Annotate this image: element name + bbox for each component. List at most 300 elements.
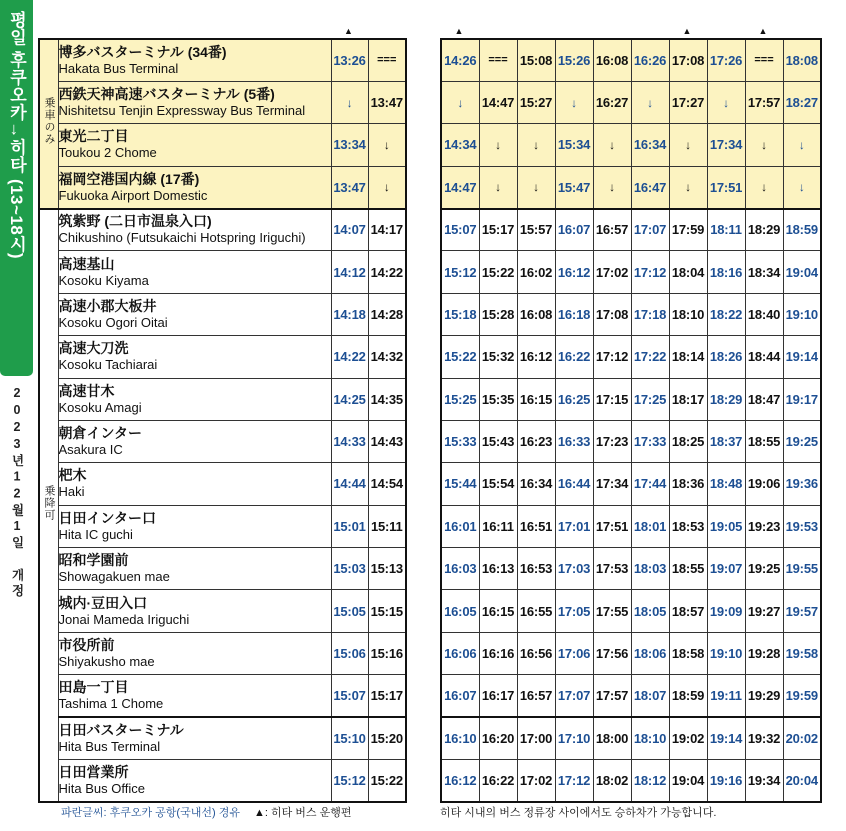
departure-time-cell: 18:08 (783, 39, 821, 81)
departure-time-cell: 16:16 (479, 632, 517, 674)
stop-name-en: Hita Bus Office (58, 780, 145, 796)
departure-time-cell: 16:08 (517, 293, 555, 335)
timetable-row (441, 717, 821, 759)
pass-through-arrow-icon: ↓ (479, 124, 517, 166)
departure-time-cell: 16:17 (479, 675, 517, 717)
departure-time-cell: 14:54 (368, 463, 406, 505)
timetable-right-panel (440, 38, 822, 803)
timetable-row (39, 39, 406, 81)
stop-name-en: Hakata Bus Terminal (58, 60, 179, 76)
departure-time-cell: 16:20 (479, 717, 517, 759)
departure-time-cell: 16:12 (517, 336, 555, 378)
departure-time-cell: 16:57 (593, 209, 631, 251)
timetable-row (39, 675, 406, 717)
departure-time-cell: 15:07 (441, 209, 479, 251)
departure-time-cell: 18:44 (745, 336, 783, 378)
departure-time-cell: 18:27 (783, 81, 821, 123)
departure-time-cell: 15:16 (368, 632, 406, 674)
departure-time-cell: 16:18 (555, 293, 593, 335)
timetable-row (39, 378, 406, 420)
departure-time-cell: 17:06 (555, 632, 593, 674)
departure-time-cell: 17:34 (707, 124, 745, 166)
pass-through-arrow-icon: ↓ (441, 81, 479, 123)
legend-footnote (61, 806, 351, 820)
timetable-row (39, 590, 406, 632)
departure-time-cell: 17:03 (555, 548, 593, 590)
departure-time-cell: 18:01 (631, 505, 669, 547)
departure-time-cell: 13:47 (331, 166, 368, 208)
departure-time-cell: 19:16 (707, 759, 745, 802)
boarding-footnote: 히타 시내의 버스 정류장 사이에서도 승하차가 가능합니다. (440, 807, 717, 819)
timetable-row (441, 251, 821, 293)
boarding-group-label: 乗降可 (43, 484, 55, 521)
departure-time-cell: 16:53 (517, 548, 555, 590)
timetable-row (39, 81, 406, 123)
pass-through-arrow-icon: ↓ (745, 166, 783, 208)
stop-name-cell (58, 632, 331, 674)
departure-time-cell: 17:51 (593, 505, 631, 547)
departure-time-cell: 16:34 (517, 463, 555, 505)
stop-name-en: Haki (58, 484, 85, 500)
stop-name-en: Jonai Mameda Iriguchi (58, 611, 190, 627)
departure-time-cell: 18:53 (669, 505, 707, 547)
stop-name-ja: 日田バスターミナル (58, 721, 184, 738)
departure-time-cell: 16:56 (517, 632, 555, 674)
departure-time-cell: 18:37 (707, 420, 745, 462)
departure-time-cell: 17:01 (555, 505, 593, 547)
timetable-row (441, 675, 821, 717)
departure-time-cell: 18:47 (745, 378, 783, 420)
departure-time-cell: 19:29 (745, 675, 783, 717)
departure-time-cell: 17:12 (631, 251, 669, 293)
stop-name-cell (58, 378, 331, 420)
stop-name-en: Kosoku Tachiarai (58, 357, 158, 373)
departure-time-cell: 14:17 (368, 209, 406, 251)
departure-time-cell: 18:06 (631, 632, 669, 674)
departure-time-cell: 18:14 (669, 336, 707, 378)
departure-time-cell: 18:29 (707, 378, 745, 420)
stop-name-ja: 城内·豆田入口 (58, 594, 148, 611)
departure-time-cell: 18:26 (707, 336, 745, 378)
departure-time-cell: 18:48 (707, 463, 745, 505)
departure-time-cell: 18:12 (631, 759, 669, 802)
departure-time-cell: 19:10 (707, 632, 745, 674)
departure-time-cell: 18:05 (631, 590, 669, 632)
departure-time-cell: 16:27 (593, 81, 631, 123)
stop-name-cell (58, 675, 331, 717)
service-marker-slot (630, 25, 668, 37)
departure-time-cell: 17:57 (593, 675, 631, 717)
departure-time-cell: 19:58 (783, 632, 821, 674)
timetable-left-panel (38, 38, 407, 803)
departure-time-cell: 15:15 (368, 590, 406, 632)
departure-time-cell: 16:15 (479, 590, 517, 632)
departure-time-cell: 17:00 (517, 717, 555, 759)
departure-time-cell: 19:57 (783, 590, 821, 632)
departure-time-cell: 18:03 (631, 548, 669, 590)
departure-time-cell: 15:34 (555, 124, 593, 166)
pass-through-arrow-icon: ↓ (669, 166, 707, 208)
stop-name-cell (58, 166, 331, 208)
departure-time-cell: 17:12 (593, 336, 631, 378)
departure-time-cell: 17:08 (669, 39, 707, 81)
departure-time-cell: 17:55 (593, 590, 631, 632)
departure-time-cell: 13:26 (331, 39, 368, 81)
timetable-row (441, 293, 821, 335)
service-marker-slot (706, 25, 744, 37)
pass-through-arrow-icon: ↓ (745, 124, 783, 166)
timetable-row (441, 759, 821, 802)
stop-name-cell (58, 463, 331, 505)
departure-time-cell: 16:25 (555, 378, 593, 420)
pass-through-arrow-icon: ↓ (368, 166, 406, 208)
departure-time-cell: 18:04 (669, 251, 707, 293)
route-title: 평일 후쿠오카→히타 (13~18시) (7, 11, 26, 260)
departure-time-cell: 16:03 (441, 548, 479, 590)
departure-time-cell: 15:54 (479, 463, 517, 505)
stop-name-ja: 高速小郡大板井 (58, 297, 157, 314)
stop-name-cell (58, 717, 331, 759)
departure-time-cell: 16:12 (555, 251, 593, 293)
departure-time-cell: 15:08 (517, 39, 555, 81)
departure-time-cell: 17:07 (631, 209, 669, 251)
departure-time-cell: 14:34 (441, 124, 479, 166)
departure-time-cell: 19:02 (669, 717, 707, 759)
timetable-row (441, 632, 821, 674)
timetable-row (441, 548, 821, 590)
departure-time-cell: 17:27 (669, 81, 707, 123)
pass-through-arrow-icon: ↓ (479, 166, 517, 208)
departure-time-cell: 15:33 (441, 420, 479, 462)
departure-time-cell: 15:57 (517, 209, 555, 251)
stop-name-en: Kosoku Kiyama (58, 272, 149, 288)
pass-through-arrow-icon: ↓ (783, 166, 821, 208)
stop-name-cell (58, 336, 331, 378)
departure-time-cell: 19:55 (783, 548, 821, 590)
departure-time-cell: 16:07 (441, 675, 479, 717)
timetable-row (441, 420, 821, 462)
departure-time-cell: 14:07 (331, 209, 368, 251)
departure-time-cell: 16:06 (441, 632, 479, 674)
stop-name-ja: 高速基山 (58, 255, 115, 272)
departure-time-cell: 14:18 (331, 293, 368, 335)
departure-time-cell: 16:44 (555, 463, 593, 505)
departure-time-cell: 17:59 (669, 209, 707, 251)
departure-time-cell: 18:17 (669, 378, 707, 420)
departure-time-cell: 16:55 (517, 590, 555, 632)
departure-time-cell: 18:40 (745, 293, 783, 335)
departure-time-cell: 19:36 (783, 463, 821, 505)
no-service-mark: === (745, 39, 783, 81)
departure-time-cell: 15:06 (331, 632, 368, 674)
stop-name-en: Asakura IC (58, 442, 123, 458)
departure-time-cell: 13:47 (368, 81, 406, 123)
stop-name-en: Tashima 1 Chome (58, 696, 164, 712)
departure-time-cell: 18:22 (707, 293, 745, 335)
departure-time-cell: 16:12 (441, 759, 479, 802)
departure-time-cell: 18:58 (669, 632, 707, 674)
departure-time-cell: 16:08 (593, 39, 631, 81)
departure-time-cell: 19:25 (745, 548, 783, 590)
departure-time-cell: 16:07 (555, 209, 593, 251)
stop-name-ja: 東光二丁目 (58, 128, 129, 145)
timetable-row (39, 293, 406, 335)
departure-time-cell: 15:12 (441, 251, 479, 293)
departure-time-cell: 19:10 (783, 293, 821, 335)
timetable-row (441, 166, 821, 208)
departure-time-cell: 18:25 (669, 420, 707, 462)
departure-time-cell: 17:33 (631, 420, 669, 462)
departure-time-cell: 19:32 (745, 717, 783, 759)
departure-time-cell: 15:22 (441, 336, 479, 378)
departure-time-cell: 15:07 (331, 675, 368, 717)
timetable-row (39, 548, 406, 590)
departure-time-cell: 16:26 (631, 39, 669, 81)
departure-time-cell: 16:05 (441, 590, 479, 632)
stop-name-ja: 筑紫野 (二日市温泉入口) (58, 213, 212, 230)
stop-name-cell (58, 420, 331, 462)
timetable-row (441, 463, 821, 505)
departure-time-cell: 15:32 (479, 336, 517, 378)
stop-name-ja: 日田営業所 (58, 763, 129, 780)
pass-through-arrow-icon: ↓ (517, 124, 555, 166)
departure-time-cell: 17:34 (593, 463, 631, 505)
departure-time-cell: 20:04 (783, 759, 821, 802)
stop-name-en: Chikushino (Futsukaichi Hotspring Iriguchi) (58, 230, 306, 246)
departure-time-cell: 16:22 (479, 759, 517, 802)
departure-time-cell: 18:11 (707, 209, 745, 251)
departure-time-cell: 17:15 (593, 378, 631, 420)
departure-time-cell: 19:06 (745, 463, 783, 505)
service-marker-slot (592, 25, 630, 37)
hita-bus-marker-icon: ▲ (682, 26, 692, 36)
departure-time-cell: 18:00 (593, 717, 631, 759)
stop-name-en: Nishitetsu Tenjin Expressway Bus Terminal (58, 103, 306, 119)
hita-bus-marker-icon: ▲ (454, 26, 464, 36)
timetable-row (441, 336, 821, 378)
stop-name-en: Kosoku Amagi (58, 399, 142, 415)
stop-name-cell (58, 209, 331, 251)
timetable-row (39, 463, 406, 505)
departure-time-cell: 18:55 (669, 548, 707, 590)
departure-time-cell: 15:17 (368, 675, 406, 717)
stop-name-cell (58, 505, 331, 547)
stop-name-en: Hita IC guchi (58, 526, 133, 542)
departure-time-cell: 19:27 (745, 590, 783, 632)
departure-time-cell: 18:57 (669, 590, 707, 632)
pass-through-arrow-icon: ↓ (631, 81, 669, 123)
timetable-row (441, 505, 821, 547)
hita-bus-marker-icon: ▲ (758, 26, 768, 36)
departure-time-cell: 15:12 (331, 759, 368, 802)
departure-time-cell: 17:57 (745, 81, 783, 123)
departure-time-cell: 17:05 (555, 590, 593, 632)
departure-time-cell: 17:18 (631, 293, 669, 335)
stop-name-cell (58, 124, 331, 166)
timetable-row (441, 209, 821, 251)
stop-name-ja: 博多バスターミナル (34番) (58, 43, 227, 60)
departure-time-cell: 14:33 (331, 420, 368, 462)
pass-through-arrow-icon: ↓ (783, 124, 821, 166)
stop-name-en: Showagakuen mae (58, 569, 170, 585)
timetable-row (39, 505, 406, 547)
departure-time-cell: 15:18 (441, 293, 479, 335)
departure-time-cell: 13:34 (331, 124, 368, 166)
departure-time-cell: 14:47 (441, 166, 479, 208)
no-service-mark: === (368, 39, 406, 81)
stop-name-cell (58, 548, 331, 590)
stop-name-ja: 高速甘木 (58, 382, 115, 399)
timetable-row (441, 124, 821, 166)
timetable-row (39, 759, 406, 802)
departure-time-cell: 19:05 (707, 505, 745, 547)
departure-time-cell: 15:25 (441, 378, 479, 420)
timetable-row (39, 632, 406, 674)
departure-time-cell: 14:32 (368, 336, 406, 378)
departure-time-cell: 17:12 (555, 759, 593, 802)
departure-time-cell: 15:43 (479, 420, 517, 462)
stop-name-ja: 日田インター口 (58, 509, 156, 526)
stop-name-cell (58, 39, 331, 81)
departure-time-cell: 15:10 (331, 717, 368, 759)
departure-time-cell: 17:23 (593, 420, 631, 462)
departure-time-cell: 17:53 (593, 548, 631, 590)
departure-time-cell: 19:59 (783, 675, 821, 717)
departure-time-cell: 19:28 (745, 632, 783, 674)
stop-name-en: Fukuoka Airport Domestic (58, 187, 208, 203)
departure-time-cell: 18:59 (783, 209, 821, 251)
departure-time-cell: 16:10 (441, 717, 479, 759)
service-marker-slot (782, 25, 820, 37)
departure-time-cell: 17:25 (631, 378, 669, 420)
departure-time-cell: 19:17 (783, 378, 821, 420)
departure-time-cell: 14:43 (368, 420, 406, 462)
departure-time-cell: 19:09 (707, 590, 745, 632)
service-marker-slot (554, 25, 592, 37)
departure-time-cell: 15:05 (331, 590, 368, 632)
departure-time-cell: 14:22 (368, 251, 406, 293)
stop-name-ja: 昭和学園前 (58, 552, 129, 569)
departure-time-cell: 16:57 (517, 675, 555, 717)
pass-through-arrow-icon: ↓ (517, 166, 555, 208)
departure-time-cell: 19:04 (669, 759, 707, 802)
departure-time-cell: 15:17 (479, 209, 517, 251)
departure-time-cell: 17:08 (593, 293, 631, 335)
departure-time-cell: 15:11 (368, 505, 406, 547)
departure-time-cell: 17:26 (707, 39, 745, 81)
departure-time-cell: 14:25 (331, 378, 368, 420)
timetable-row (441, 39, 821, 81)
departure-time-cell: 19:11 (707, 675, 745, 717)
no-service-mark: === (479, 39, 517, 81)
timetable-row (39, 166, 406, 208)
departure-time-cell: 18:55 (745, 420, 783, 462)
departure-time-cell: 16:47 (631, 166, 669, 208)
departure-time-cell: 17:44 (631, 463, 669, 505)
departure-time-cell: 17:51 (707, 166, 745, 208)
stop-name-cell (58, 81, 331, 123)
service-marker-row-left (330, 25, 405, 37)
departure-time-cell: 15:26 (555, 39, 593, 81)
stop-name-cell (58, 590, 331, 632)
departure-time-cell: 17:02 (593, 251, 631, 293)
departure-time-cell: 15:22 (479, 251, 517, 293)
timetable-right-body (441, 39, 821, 802)
departure-time-cell: 16:15 (517, 378, 555, 420)
departure-time-cell: 18:34 (745, 251, 783, 293)
departure-time-cell: 15:28 (479, 293, 517, 335)
departure-time-cell: 15:47 (555, 166, 593, 208)
timetable-row (441, 590, 821, 632)
stop-name-en: Hita Bus Terminal (58, 738, 161, 754)
departure-time-cell: 14:35 (368, 378, 406, 420)
hita-bus-marker-icon: ▲ (344, 26, 353, 36)
departure-time-cell: 18:07 (631, 675, 669, 717)
departure-time-cell: 18:36 (669, 463, 707, 505)
departure-time-cell: 15:22 (368, 759, 406, 802)
departure-time-cell: 18:29 (745, 209, 783, 251)
departure-time-cell: 20:02 (783, 717, 821, 759)
pass-through-arrow-icon: ↓ (368, 124, 406, 166)
departure-time-cell: 19:14 (707, 717, 745, 759)
departure-time-cell: 19:23 (745, 505, 783, 547)
stop-name-ja: 杷木 (58, 467, 87, 484)
blue-text-note: 파란글씨: 후쿠오카 공항(국내선) 경유 (61, 807, 240, 819)
pass-through-arrow-icon: ↓ (331, 81, 368, 123)
pass-through-arrow-icon: ↓ (593, 124, 631, 166)
timetable-row (441, 81, 821, 123)
departure-time-cell: 16:34 (631, 124, 669, 166)
departure-time-cell: 18:10 (669, 293, 707, 335)
stop-name-ja: 福岡空港国内線 (17番) (58, 170, 200, 187)
stop-name-cell (58, 759, 331, 802)
stop-name-en: Shiyakusho mae (58, 653, 155, 669)
departure-time-cell: 14:28 (368, 293, 406, 335)
departure-time-cell: 14:22 (331, 336, 368, 378)
timetable-row (39, 124, 406, 166)
departure-time-cell: 18:02 (593, 759, 631, 802)
stop-name-ja: 市役所前 (58, 636, 115, 653)
departure-time-cell: 19:34 (745, 759, 783, 802)
timetable-row (441, 378, 821, 420)
pass-through-arrow-icon: ↓ (669, 124, 707, 166)
departure-time-cell: 18:16 (707, 251, 745, 293)
pass-through-arrow-icon: ↓ (593, 166, 631, 208)
departure-time-cell: 19:04 (783, 251, 821, 293)
departure-time-cell: 16:13 (479, 548, 517, 590)
timetable-row (39, 336, 406, 378)
departure-time-cell: 16:02 (517, 251, 555, 293)
timetable-row (39, 717, 406, 759)
departure-time-cell: 15:03 (331, 548, 368, 590)
departure-time-cell: 15:27 (517, 81, 555, 123)
departure-time-cell: 16:01 (441, 505, 479, 547)
departure-time-cell: 17:02 (517, 759, 555, 802)
timetable-row (39, 209, 406, 251)
service-marker-slot (478, 25, 516, 37)
stop-name-cell (58, 251, 331, 293)
departure-time-cell: 16:51 (517, 505, 555, 547)
departure-time-cell: 14:44 (331, 463, 368, 505)
departure-time-cell: 14:47 (479, 81, 517, 123)
departure-time-cell: 18:59 (669, 675, 707, 717)
stop-name-ja: 田島一丁目 (58, 679, 129, 696)
departure-time-cell: 17:10 (555, 717, 593, 759)
service-marker-slot (367, 25, 405, 37)
departure-time-cell: 16:22 (555, 336, 593, 378)
departure-time-cell: 14:26 (441, 39, 479, 81)
boarding-group-cell (39, 209, 58, 803)
